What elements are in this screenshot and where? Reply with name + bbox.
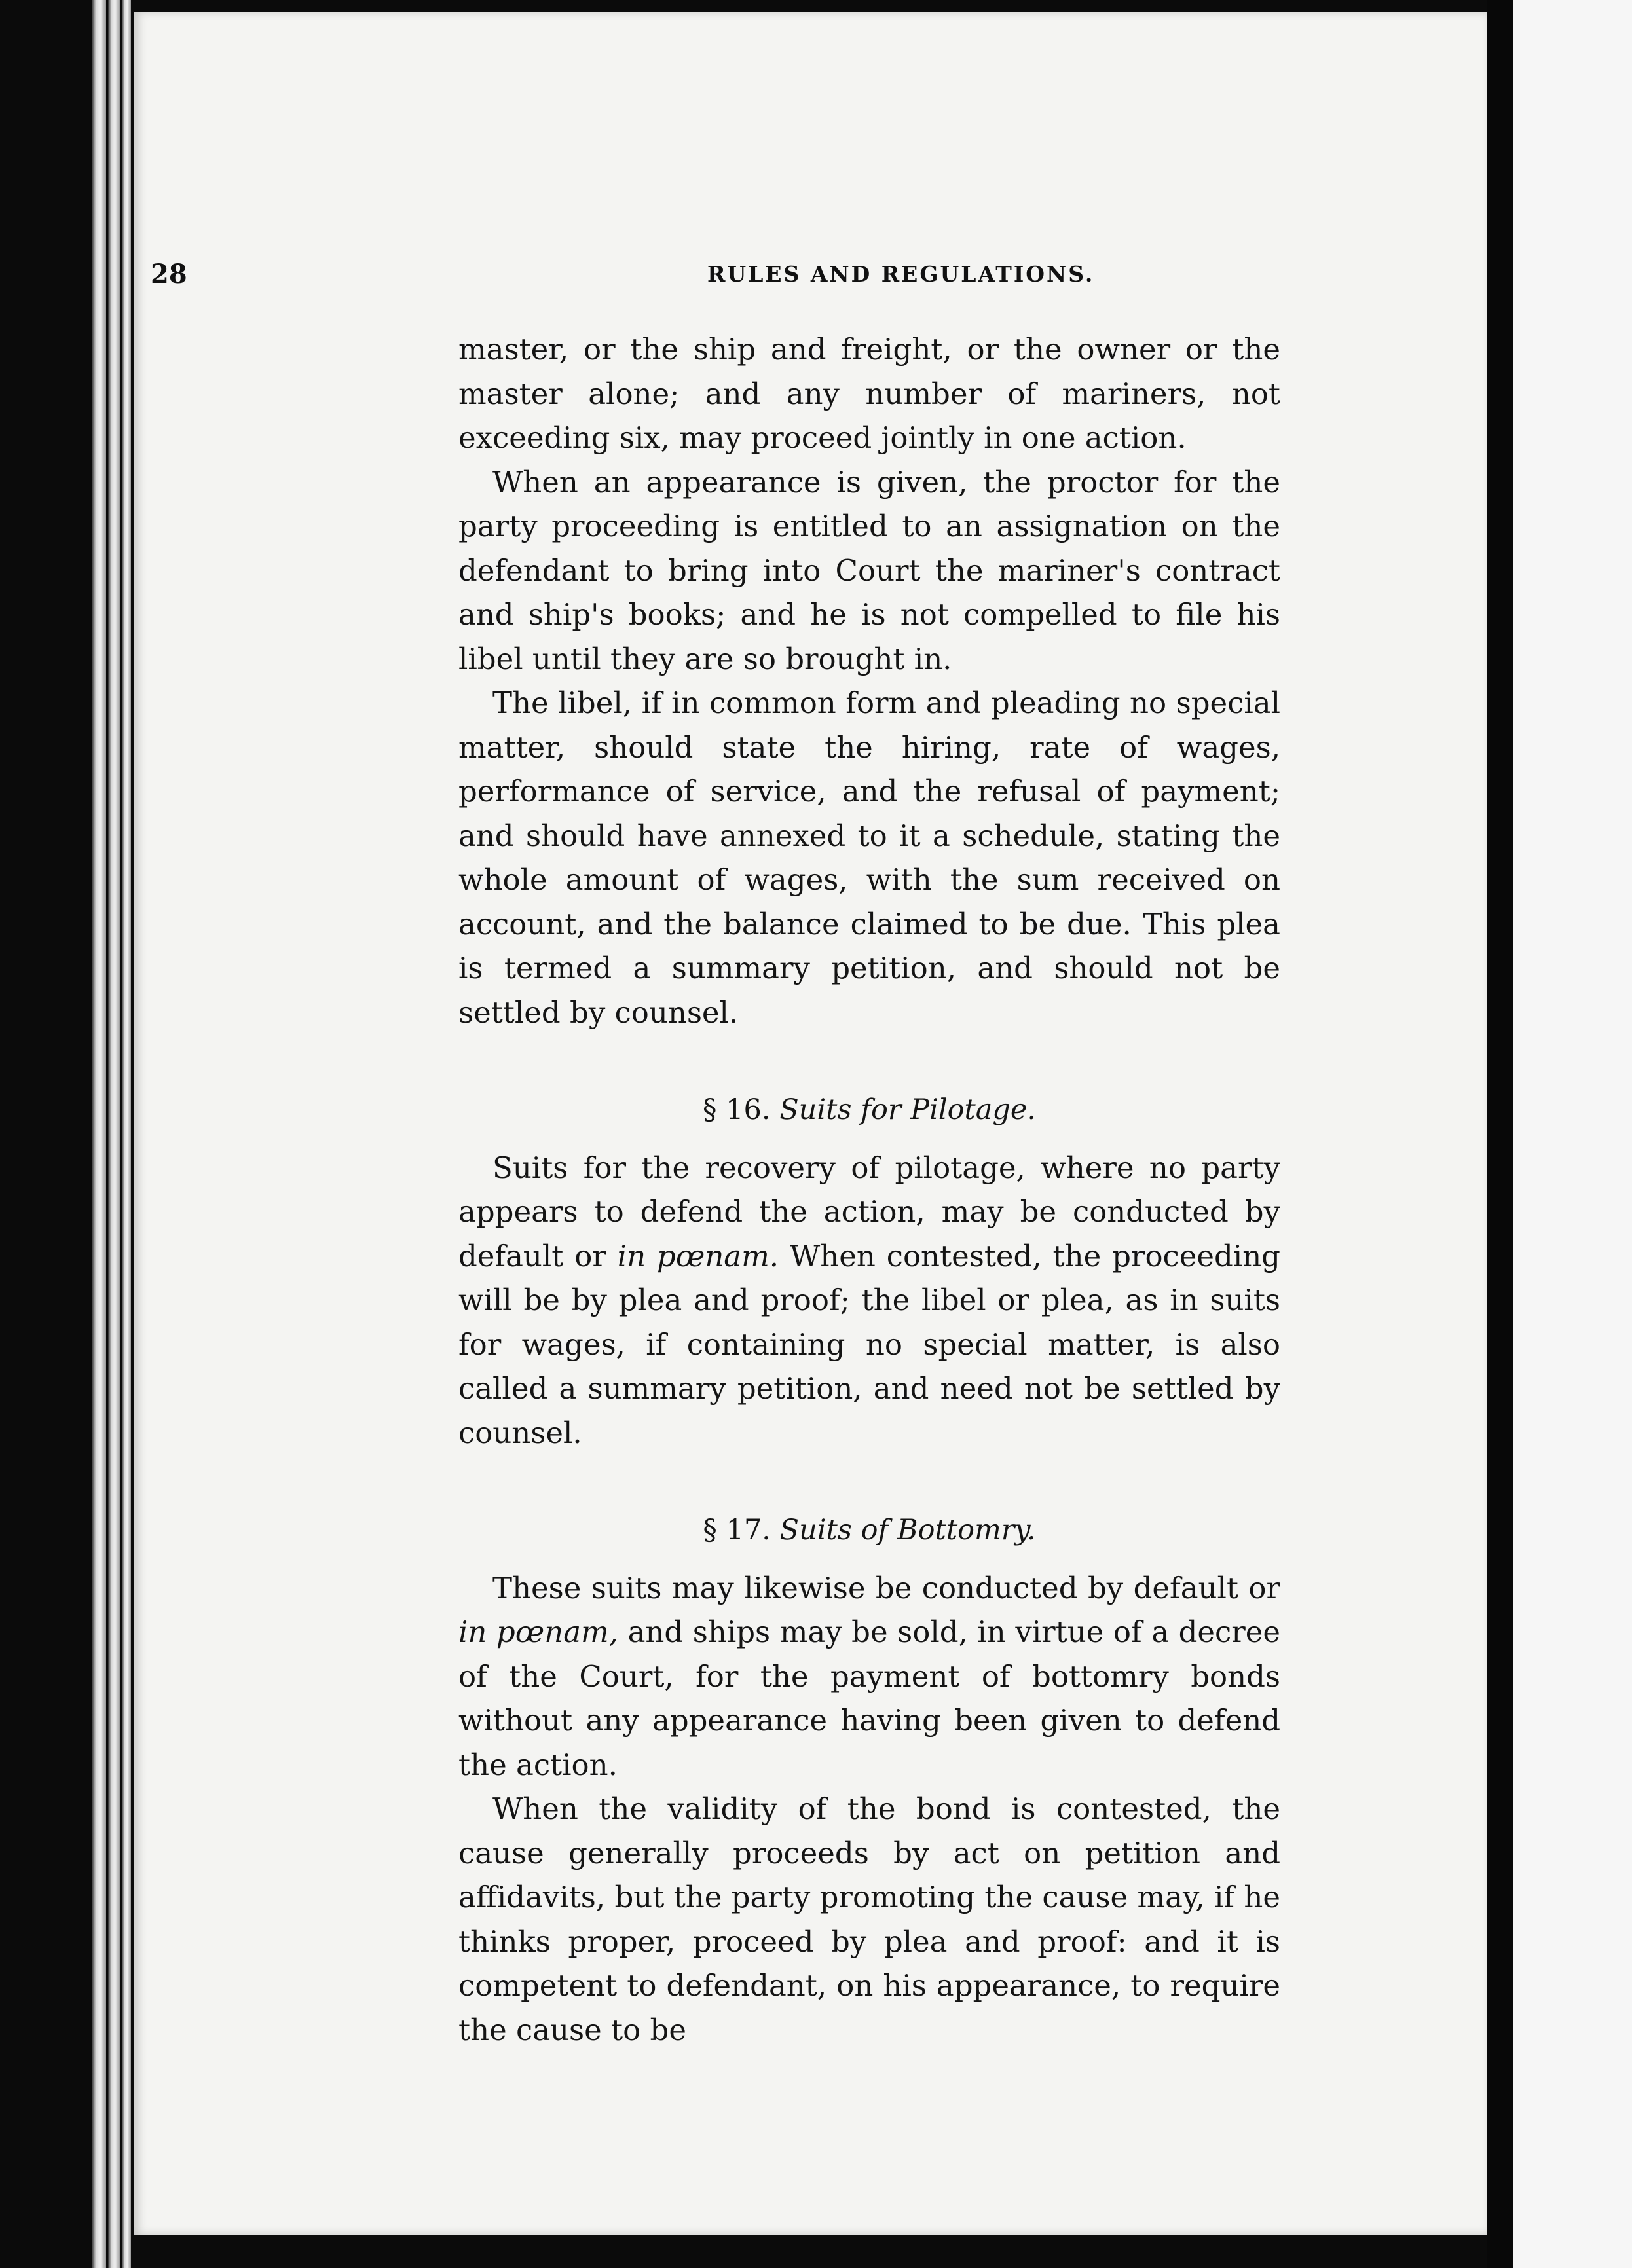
binding-edge [122,0,131,2268]
section-title: Suits for Pilotage. [779,1093,1037,1126]
section-heading-16 [458,1088,1280,1133]
section-number: § 17. [703,1514,771,1546]
paragraph: master, or the ship and freight, or the owner or the master alone; and any number of mariners, not exceeding six, may proceed jointly in one action. [458,332,1280,455]
running-head [0,259,1632,304]
gutter-shadow [1487,0,1513,2268]
paragraph [458,1566,1280,1787]
paragraph: The libel, if in common form and pleading no special matter, should state the hiring, rate of wages, performance of service, and the refusal of payment; and should have annexed to it a schedule, stating the whole amount of wages, with the sum received on account, and the balance claimed to be due. This plea is termed a summary petition, and should not be settled by counsel. [458,686,1280,1030]
section-title: Suits of Bottomry. [779,1514,1036,1546]
latin-phrase: in pœnam. [617,1238,779,1273]
running-title: RULES AND REGULATIONS. [707,261,1095,287]
facing-page-edge [1513,0,1632,2268]
paragraph-text: and ships may be sold, in virtue of a decree of the Court, for the payment of bottomry bonds without any appearance having been given to defend the action. [458,1615,1281,1782]
page-body [458,327,1280,2052]
paragraph-text: Suits for the recovery of pilotage, where no party appears to defend the action, may be conducted by default or [458,1150,1280,1273]
paragraph: When the validity of the bond is contested, the cause generally proceeds by act on petition and affidavits, but the party promoting the cause may, if he thinks proper, proceed by plea and proof: and it is competent to defendant, on his appearance, to require the cause to be [458,1791,1280,2047]
paragraph-text: When contested, the proceeding will be by plea and proof; the libel or plea, as in suits for wages, if containing no special matter, is also called a summary petition, and need not be settled by counsel. [458,1238,1280,1450]
binding-edge [92,0,106,2268]
paragraph [458,1146,1280,1455]
paragraph: When an appearance is given, the proctor for the party proceeding is entitled to an assignation on the defendant to bring into Court the mariner's contract and ship's books; and he is not compelled to file his libel until they are so brought in. [458,464,1280,676]
binding-edge [108,0,120,2268]
section-heading-17 [458,1509,1280,1553]
latin-phrase: in pœnam, [458,1615,619,1649]
paragraph-text: These suits may likewise be conducted by default or [492,1570,1280,1605]
section-number: § 16. [702,1093,771,1126]
page-number: 28 [151,259,187,289]
